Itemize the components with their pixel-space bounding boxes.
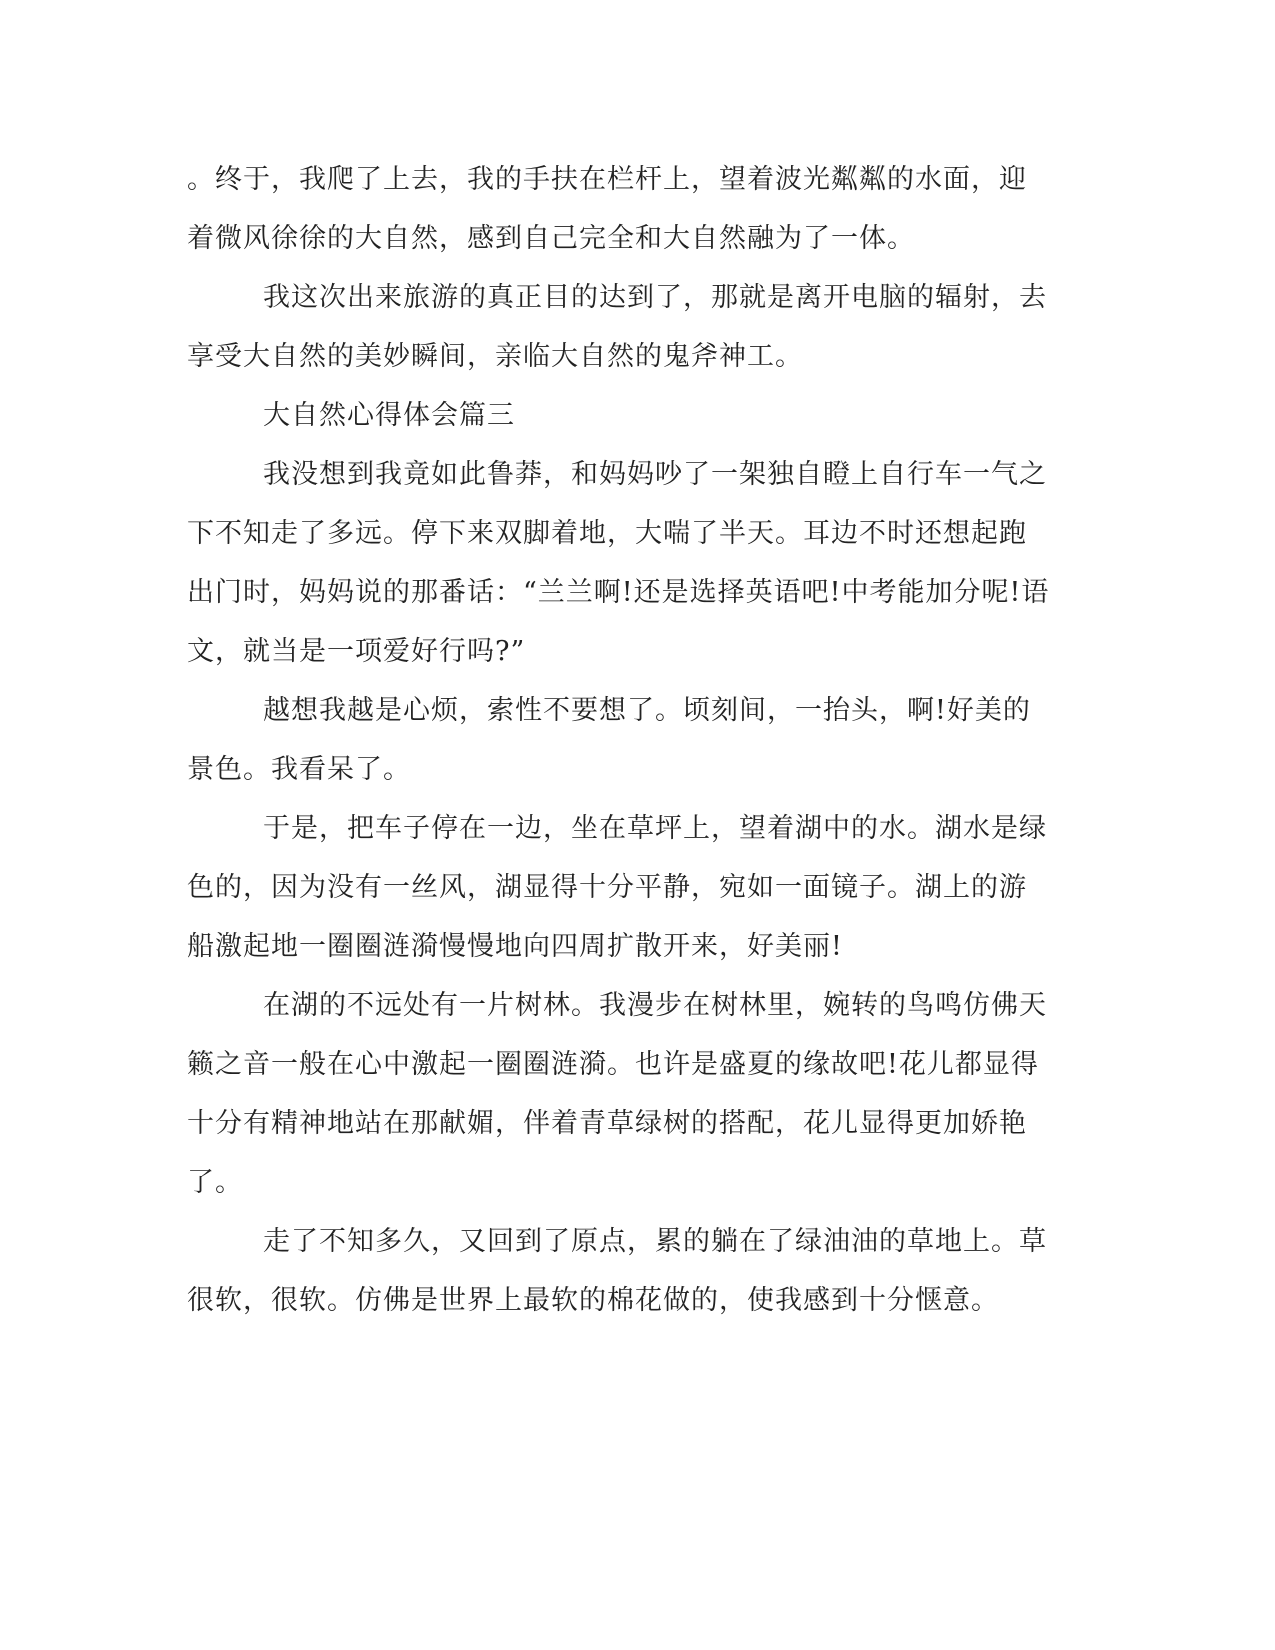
text-line: 。终于，我爬了上去，我的手扶在栏杆上，望着波光粼粼的水面，迎 [187, 164, 1027, 195]
text-line: 船激起地一圈圈涟漪慢慢地向四周扩散开来，好美丽! [187, 931, 843, 962]
text-line: 了。 [187, 1167, 243, 1198]
text-line: 景色。我看呆了。 [187, 754, 411, 785]
paragraph-start: 我没想到我竟如此鲁莽，和妈妈吵了一架独自瞪上自行车一气之 [263, 459, 1047, 490]
paragraph-start: 于是，把车子停在一边，坐在草坪上，望着湖中的水。湖水是绿 [263, 813, 1047, 844]
text-line: 着微风徐徐的大自然，感到自己完全和大自然融为了一体。 [187, 223, 915, 254]
paragraph-start: 走了不知多久，又回到了原点，累的躺在了绿油油的草地上。草 [263, 1226, 1047, 1257]
text-line: 文，就当是一项爱好行吗?” [187, 636, 526, 667]
text-line: 享受大自然的美妙瞬间，亲临大自然的鬼斧神工。 [187, 341, 803, 372]
paragraph-start: 在湖的不远处有一片树林。我漫步在树林里，婉转的鸟鸣仿佛天 [263, 990, 1047, 1021]
text-line: 籁之音一般在心中激起一圈圈涟漪。也许是盛夏的缘故吧!花儿都显得 [187, 1049, 1039, 1080]
text-line: 色的，因为没有一丝风，湖显得十分平静，宛如一面镜子。湖上的游 [187, 872, 1027, 903]
text-line: 很软，很软。仿佛是世界上最软的棉花做的，使我感到十分惬意。 [187, 1285, 999, 1316]
section-heading: 大自然心得体会篇三 [263, 400, 515, 431]
text-line: 下不知走了多远。停下来双脚着地，大喘了半天。耳边不时还想起跑 [187, 518, 1027, 549]
text-line: 十分有精神地站在那献媚，伴着青草绿树的搭配，花儿显得更加娇艳 [187, 1108, 1027, 1139]
paragraph-start: 我这次出来旅游的真正目的达到了，那就是离开电脑的辐射，去 [263, 282, 1047, 313]
paragraph-start: 越想我越是心烦，索性不要想了。顷刻间，一抬头，啊!好美的 [263, 695, 1031, 726]
text-line: 出门时，妈妈说的那番话：“兰兰啊!还是选择英语吧!中考能加分呢!语 [187, 577, 1050, 608]
